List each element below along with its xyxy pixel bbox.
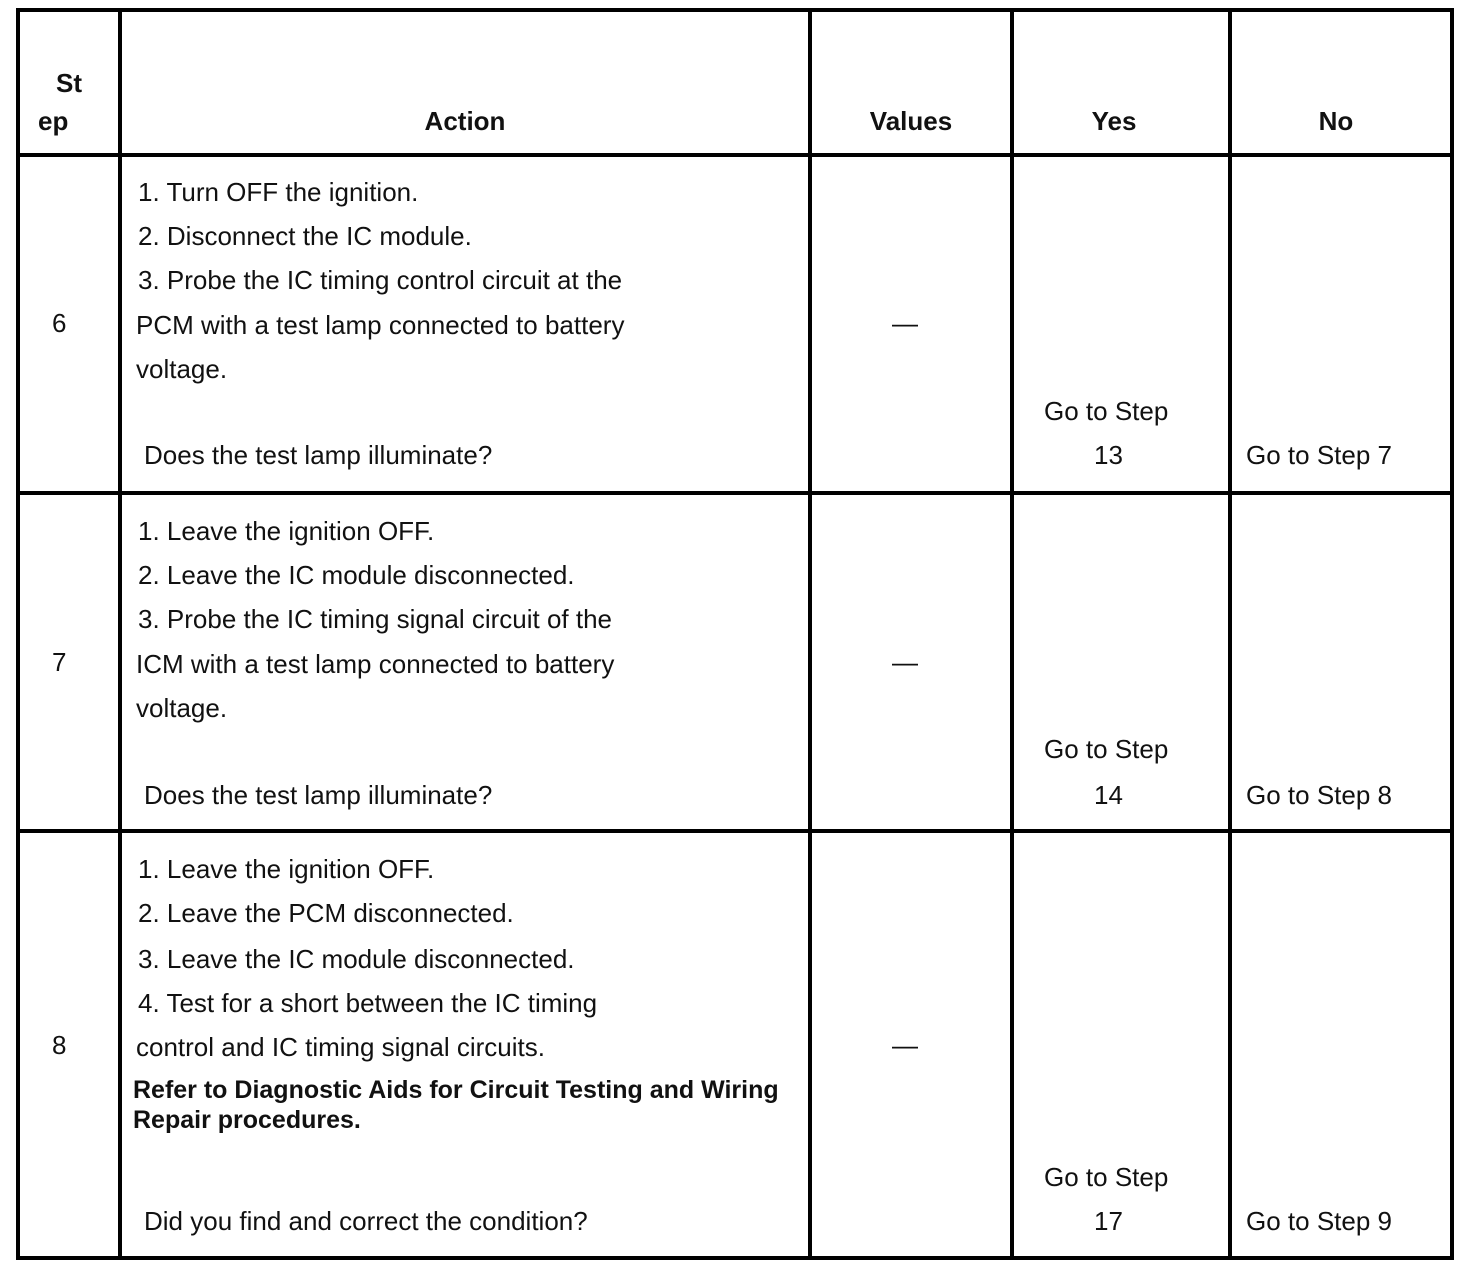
values-cell: — [892, 1030, 918, 1060]
action-line: 1. Leave the ignition OFF. [138, 854, 435, 884]
yes-cell-line2: 13 [1094, 440, 1123, 470]
no-cell: Go to Step 9 [1246, 1206, 1392, 1236]
action-line: 2. Leave the IC module disconnected. [138, 560, 575, 590]
action-line: 2. Disconnect the IC module. [138, 221, 472, 251]
action-line: control and IC timing signal circuits. [136, 1032, 545, 1062]
header-step-line2: ep [38, 106, 69, 136]
border-step-action [118, 8, 122, 1260]
action-line: ICM with a test lamp connected to battery [136, 649, 615, 679]
step-number: 8 [52, 1030, 67, 1060]
header-yes: Yes [1091, 106, 1137, 136]
border-right [1450, 8, 1454, 1260]
action-question: Did you find and correct the condition? [144, 1206, 588, 1236]
border-values-yes [1010, 8, 1014, 1260]
action-line: 2. Leave the PCM disconnected. [138, 898, 514, 928]
no-cell: Go to Step 8 [1246, 780, 1392, 810]
border-yes-no [1228, 8, 1232, 1260]
border-row7 [16, 829, 1454, 833]
yes-cell-line2: 17 [1094, 1206, 1123, 1236]
header-step-line1: St [56, 68, 82, 98]
header-no: No [1318, 106, 1354, 136]
action-question: Does the test lamp illuminate? [144, 440, 493, 470]
action-line: PCM with a test lamp connected to battery [136, 310, 625, 340]
step-number: 6 [52, 308, 67, 338]
border-row6 [16, 491, 1454, 495]
action-line: 3. Probe the IC timing control circuit at the [138, 265, 623, 295]
yes-cell-line1: Go to Step [1044, 396, 1169, 426]
yes-cell-line1: Go to Step [1044, 734, 1169, 764]
border-bottom [16, 1256, 1454, 1260]
yes-cell-line1: Go to Step [1044, 1162, 1169, 1192]
reference-note-line2: Repair procedures. [133, 1106, 361, 1134]
step-number: 7 [52, 647, 67, 677]
action-line: 1. Turn OFF the ignition. [138, 177, 419, 207]
yes-cell-line2: 14 [1094, 780, 1123, 810]
action-line: voltage. [136, 693, 228, 723]
reference-note-line1: Refer to Diagnostic Aids for Circuit Testing and Wiring [133, 1076, 779, 1104]
values-cell: — [892, 308, 918, 338]
border-top [16, 8, 1454, 12]
values-cell: — [892, 647, 918, 677]
action-line: 3. Probe the IC timing signal circuit of the [138, 604, 613, 634]
action-question: Does the test lamp illuminate? [144, 780, 493, 810]
action-line: 4. Test for a short between the IC timing [138, 988, 598, 1018]
header-action: Action [424, 106, 506, 136]
no-cell: Go to Step 7 [1246, 440, 1392, 470]
action-line: 1. Leave the ignition OFF. [138, 516, 435, 546]
border-header [16, 153, 1454, 157]
action-line: voltage. [136, 354, 228, 384]
border-action-values [808, 8, 812, 1260]
header-values: Values [869, 106, 953, 136]
action-line: 3. Leave the IC module disconnected. [138, 944, 575, 974]
border-left [16, 8, 20, 1260]
